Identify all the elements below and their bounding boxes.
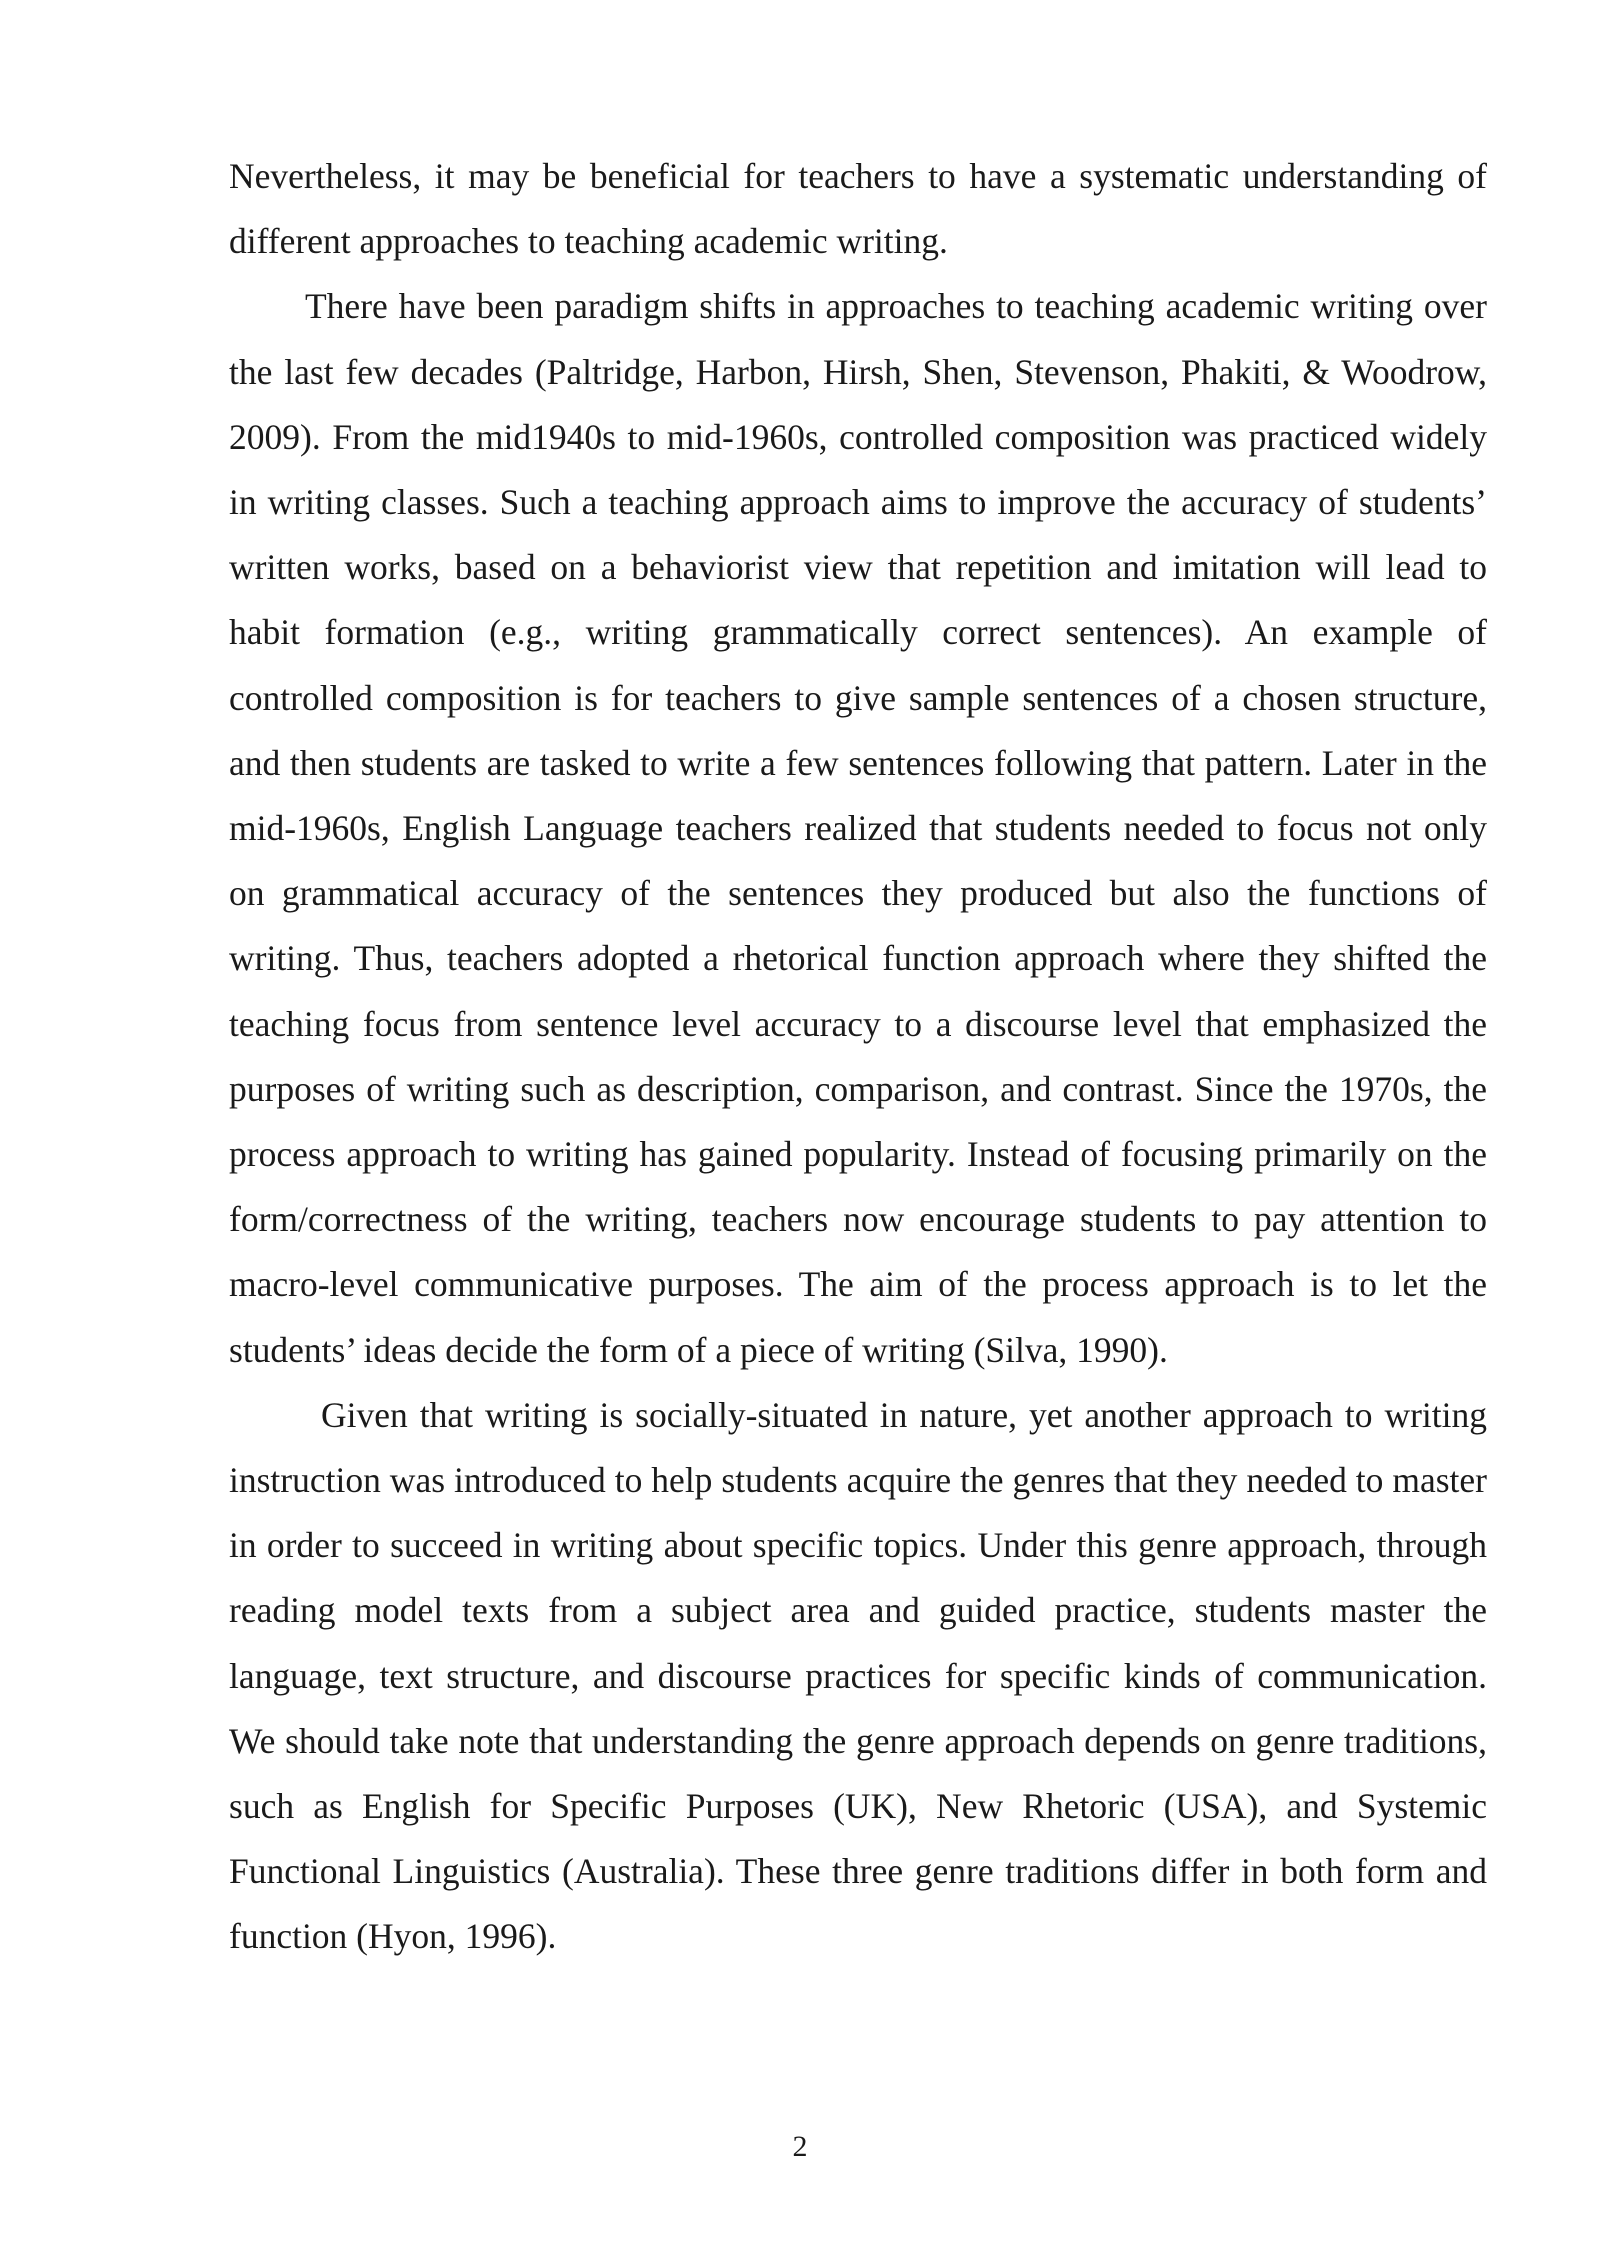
body-text bbox=[229, 144, 1487, 1970]
paragraph-genre-approach: Given that writing is socially-situated in nature, yet another approach to writing instruction was introduced to help students acquire the genres that they needed to master in order to succeed in writing about specific topics. Under this genre approach, through reading model texts from a subject area and guided practice, students master the language, text structure, and discourse practices for specific kinds of communication. We should take note that understanding the genre approach depends on genre traditions, such as English for Specific Purposes (UK), New Rhetoric (USA), and Systemic Functional Linguistics (Australia). These three genre traditions differ in both form and function (Hyon, 1996). bbox=[229, 1394, 1487, 1957]
paragraph-approaches-history: There have been paradigm shifts in approaches to teaching academic writing over the last few decades (Paltridge, Harbon, Hirsh, Shen, Stevenson, Phakiti, & Woodrow, 2009). From the mid1940s to mid-1960s, controlled composition was practiced widely in writing classes. Such a teaching approach aims to improve the accuracy of students’ written works, based on a behaviorist view that repetition and imitation will lead to habit formation (e.g., writing grammatically correct sentences). An example of controlled composition is for teachers to give sample sentences of a chosen structure, and then students are tasked to write a few sentences following that pattern. Later in the mid-1960s, English Language teachers realized that students needed to focus not only on grammatical accuracy of the sentences they produced but also the functions of writing. Thus, teachers adopted a rhetorical function approach where they shifted the teaching focus from sentence level accuracy to a discourse level that emphasized the purposes of writing such as description, comparison, and contrast. Since the 1970s, the process approach to writing has gained popularity. Instead of focusing primarily on the form/correctness of the writing, teachers now encourage students to pay attention to macro-level communicative purposes. The aim of the process approach is to let the students’ ideas decide the form of a piece of writing (Silva, 1990). bbox=[229, 286, 1487, 1370]
paragraph-continuation: Nevertheless, it may be beneficial for teachers to have a systematic understanding of different approaches to teaching academic writing. bbox=[229, 156, 1487, 262]
page-number: 2 bbox=[792, 2130, 808, 2163]
